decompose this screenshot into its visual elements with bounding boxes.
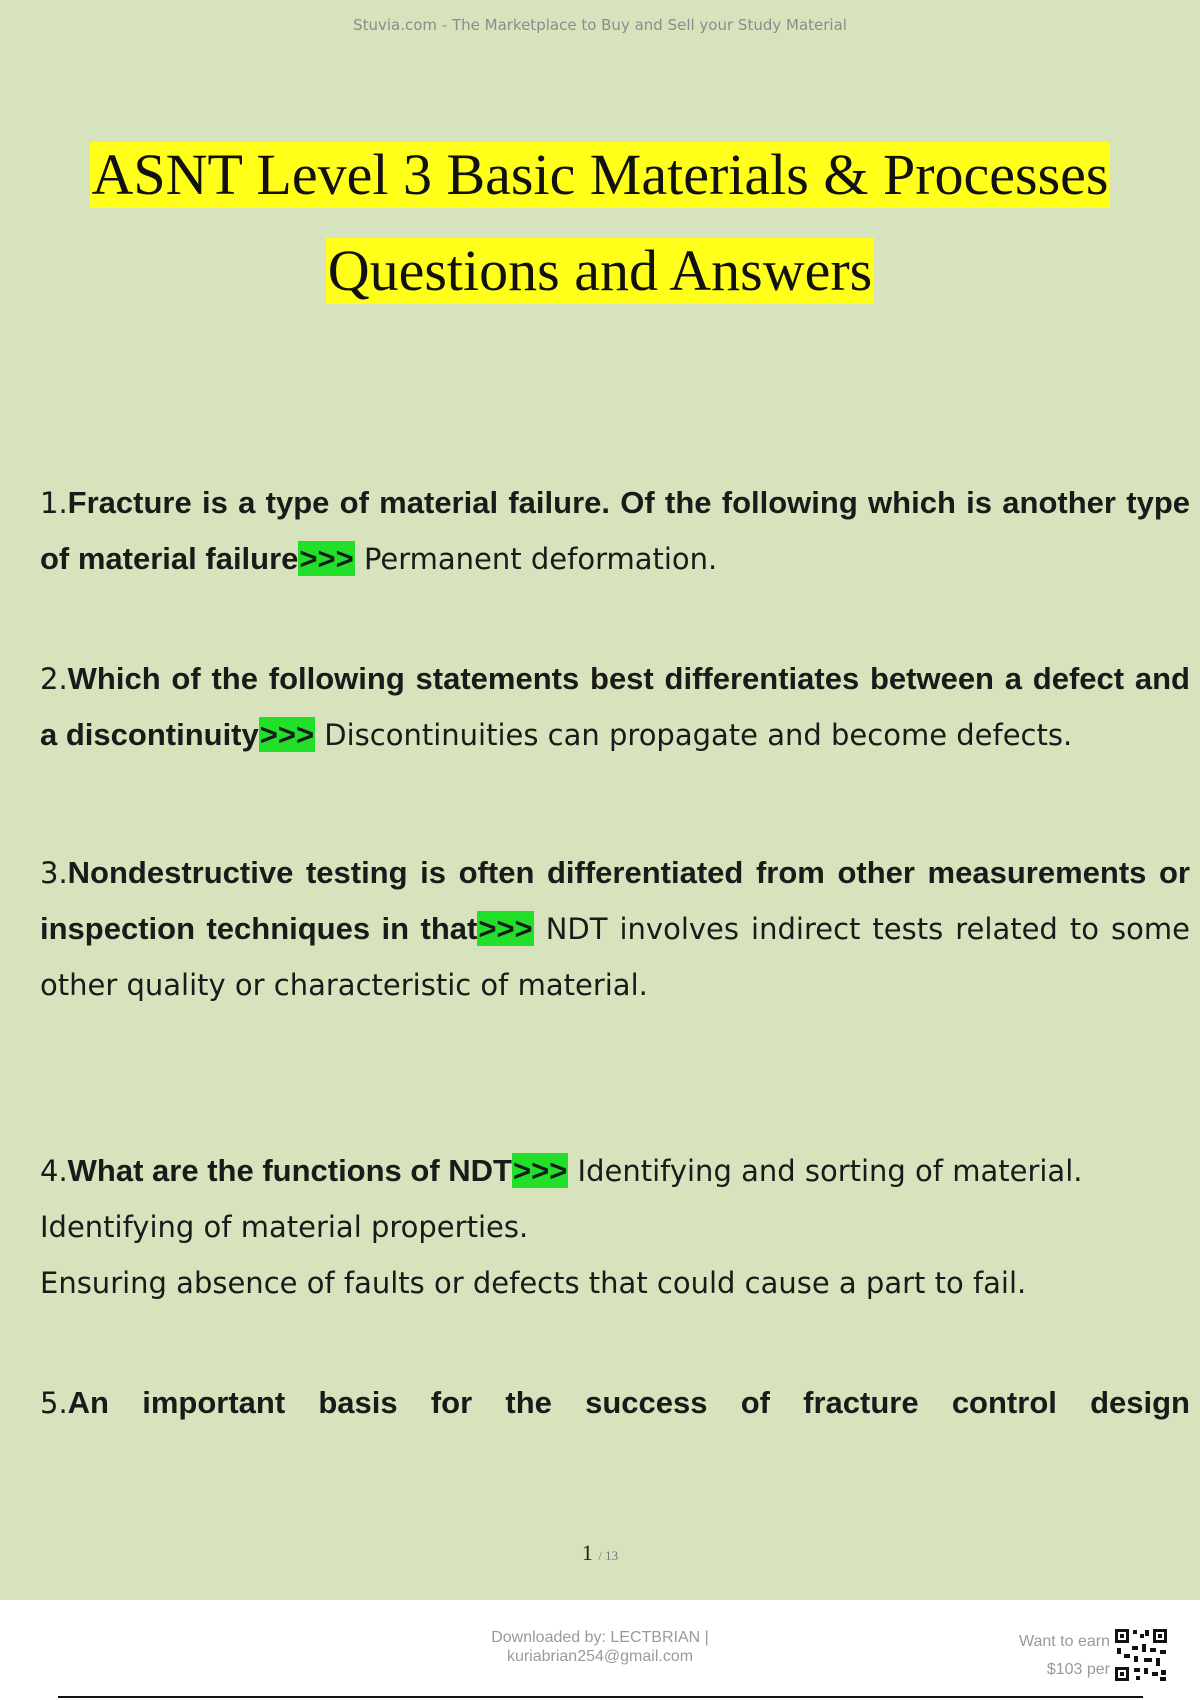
qa-question: Nondestructive testing is often differentiated from other measurements or inspection techniques in that [40,855,1190,946]
qa-number: 2. [40,662,68,696]
qa-item-4 [40,1143,1190,1311]
stuvia-watermark: Stuvia.com - The Marketplace to Buy and Sell your Study Material [353,16,847,34]
qa-number: 4. [40,1154,68,1188]
qa-list [40,475,1190,1431]
answer-arrow-marker: >>> [299,541,354,576]
answer-arrow-marker: >>> [478,911,533,946]
answer-arrow-marker: >>> [513,1153,568,1188]
qa-question: What are the functions of NDT [67,1153,512,1188]
qa-number: 1. [40,486,68,520]
current-page: 1 [581,1540,593,1565]
title-line-1: ASNT Level 3 Basic Materials & Processes [91,142,1109,207]
answer-arrow-marker: >>> [259,717,315,752]
qa-item-5 [40,1375,1190,1431]
earn-line-2: $103 per [1046,1661,1110,1678]
total-pages: / 13 [598,1548,619,1563]
qa-question: Fracture is a type of material failure. Of the following which is another type of material failure [40,485,1190,576]
footer-divider [58,1696,1143,1698]
earn-promo[interactable] [940,1628,1110,1684]
qa-number: 3. [40,856,68,890]
qr-code-icon[interactable] [1114,1628,1168,1682]
document-title [0,142,1200,334]
qa-question: An important basis for the success of fracture control design [67,1385,1190,1420]
qa-answer: NDT involves indirect tests related to some other quality or characteristic of material. [40,912,1190,1002]
qa-answer: Permanent deformation. [354,542,718,576]
qa-question: Which of the following statements best differentiates between a defect and a discontinuity [40,661,1190,752]
qa-item-2 [40,651,1190,763]
qa-answer: Discontinuities can propagate and become defects. [315,718,1073,752]
downloader-email: kuriabrian254@gmail.com [506,1648,694,1665]
qa-item-3 [40,845,1190,1013]
title-line-2: Questions and Answers [327,238,873,303]
qa-number: 5. [40,1386,68,1420]
qa-answer: Identifying and sorting of material. Identifying of material properties. [40,1154,1083,1244]
qa-item-1 [40,475,1190,587]
download-attribution [400,1628,800,1666]
qa-answer-continued: Ensuring absence of faults or defects that could cause a part to fail. [40,1266,1027,1300]
earn-line-1: Want to earn [1018,1633,1110,1650]
page-indicator [0,1540,1200,1566]
downloaded-by: Downloaded by: LECTBRIAN | [491,1629,709,1646]
